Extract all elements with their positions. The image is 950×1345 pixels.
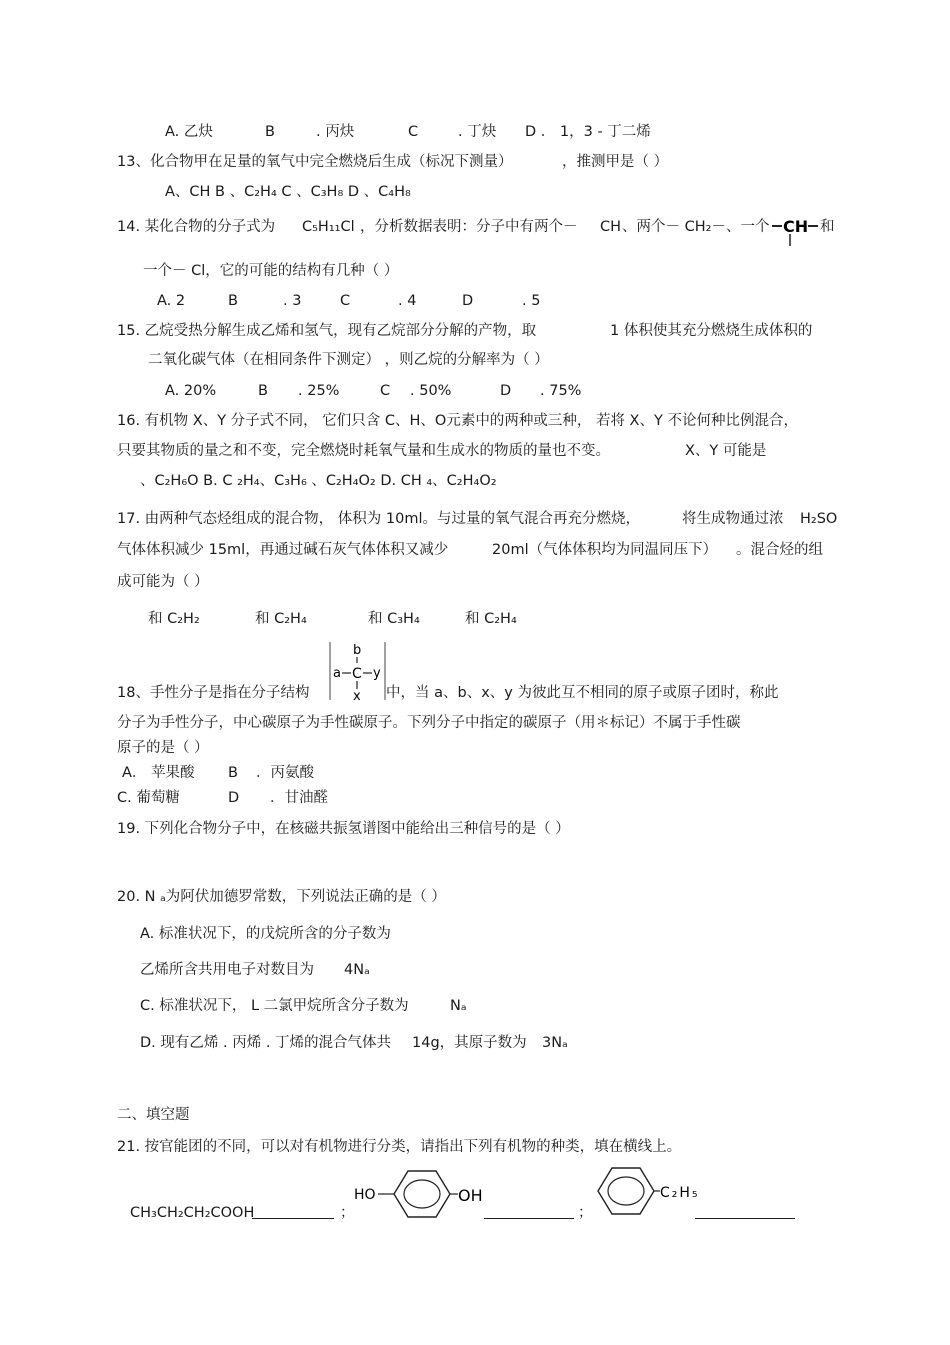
q15-option-b-value: . 25%	[298, 383, 340, 399]
q17-line1-a: 17. 由两种气态烃组成的混合物， 体积为 10ml。与过量的氧气混合再充分燃烧，	[117, 511, 640, 527]
q20-option-c-b: Nₐ	[450, 998, 467, 1014]
q16-line2-a: 只要其物质的量之和不变，完全燃烧时耗氧气量和生成水的物质的量也不变。	[117, 443, 610, 459]
q15-line1-b: 1 体积使其充分燃烧生成体积的	[610, 323, 813, 339]
aromatic-circle	[608, 1177, 644, 1205]
benzene-ring	[394, 1171, 450, 1217]
q12-option-b-value: . 丙炔	[316, 124, 355, 140]
q18-line3: 原子的是（ ）	[117, 740, 209, 756]
q17-line2-c: 。混合烃的组	[736, 542, 823, 558]
q18-line1-a: 18、手性分子是指在分子结构	[117, 685, 310, 701]
q21-sep-1: ；	[340, 1205, 355, 1221]
q12-option-b: B	[265, 124, 275, 140]
q14-stem-b: ，分析数据表明：分子中有两个－	[360, 219, 578, 235]
q20-option-b-b: 4Nₐ	[344, 962, 370, 978]
q17-line1-c: H₂SO	[800, 511, 838, 527]
substituent-y: y	[373, 666, 381, 681]
q18-line1-b: 中，当 a、b、x、y 为彼此互不相同的原子或原子团时，称此	[386, 685, 779, 701]
q14-option-b: B	[228, 293, 238, 309]
q14-option-b-value: . 3	[283, 293, 302, 309]
substituent-x: x	[353, 689, 361, 702]
q18-option-d: D	[228, 790, 240, 806]
q16-line2-b: X、Y 可能是	[685, 443, 767, 459]
hydroquinone-structure	[352, 1165, 492, 1227]
q12-option-c-value: . 丁炔	[458, 124, 497, 140]
q18-option-b-value: ．丙氨酸	[256, 765, 314, 781]
q14-stem-a: 14. 某化合物的分子式为	[117, 219, 276, 235]
q14-stem-d: 和	[820, 219, 835, 235]
q20-stem: 20. N ₐ为阿伏加德罗常数，下列说法正确的是（ ）	[117, 889, 446, 905]
blank-line	[252, 1204, 334, 1219]
q18-option-c: C. 葡萄糖	[117, 790, 180, 806]
q20-option-b-a: 乙烯所含共用电子对数目为	[140, 962, 314, 978]
blank-line	[484, 1204, 574, 1219]
q19-stem: 19. 下列化合物分子中，在核磁共振氢谱图中能给出三种信号的是（ ）	[117, 821, 570, 837]
substituent-b: b	[353, 643, 362, 658]
q17-option-1: 和 C₂H₂	[148, 611, 200, 627]
q15-option-c: C	[380, 383, 391, 399]
q21-answer-blank-3[interactable]	[695, 1204, 795, 1222]
q17-line2-a: 气体体积减少 15ml，再通过碱石灰气体体积又减少	[117, 542, 449, 558]
q15-line2: 二氧化碳气体（在相同条件下测定） ，则乙烷的分解率为（ ）	[148, 352, 549, 368]
q12-option-c: C	[408, 124, 419, 140]
q18-option-d-value: ．甘油醛	[270, 790, 328, 806]
ho-group: HO	[354, 1187, 376, 1203]
q12-option-a: A. 乙炔	[165, 124, 213, 140]
q14-line2: 一个－ Cl，它的可能的结构有几种（ ）	[143, 263, 399, 279]
q18-option-a: A． 苹果酸	[122, 765, 195, 781]
q17-option-2: 和 C₂H₄	[255, 611, 307, 627]
q14-option-d: D	[462, 293, 474, 309]
q14-option-c-value: . 4	[398, 293, 417, 309]
q15-option-b: B	[258, 383, 268, 399]
q20-option-c-a: C. 标准状况下， L 二氯甲烷所含分子数为	[140, 998, 409, 1014]
ch-bond-diagram	[772, 212, 820, 248]
q14-option-d-value: . 5	[522, 293, 541, 309]
ethyl-group: C₂H₅	[660, 1185, 699, 1201]
ch-group-structure	[772, 212, 820, 253]
q14-ch3: CH	[600, 219, 622, 235]
q21-answer-blank-2[interactable]	[484, 1204, 574, 1222]
chiral-structure	[329, 640, 387, 706]
q16-line3: 、C₂H₆O B. C ₂H₄、C₃H₆ 、C₂H₄O₂ D. CH ₄、C₂H₄O₂	[140, 473, 497, 489]
q20-option-a: A. 标准状况下，的戊烷所含的分子数为	[140, 926, 391, 942]
q20-option-d-c: 3Nₐ	[542, 1035, 568, 1051]
chiral-carbon-diagram	[329, 640, 387, 702]
q13-stem-tail: ，推测甲是（ ）	[562, 154, 669, 170]
q17-line2-b: 20ml（气体体积均为同温同压下）	[492, 542, 718, 558]
center-carbon: C	[352, 666, 362, 682]
q14-option-a: A. 2	[157, 293, 186, 309]
q13-options: A、CH B 、C₂H₄ C 、C₃H₈ D 、C₄H₈	[165, 184, 411, 200]
q21-compound-1: CH₃CH₂CH₂COOH	[130, 1205, 255, 1221]
ethylbenzene-diagram	[594, 1162, 699, 1220]
aromatic-circle	[404, 1180, 440, 1208]
ethylbenzene-structure	[594, 1162, 699, 1224]
oh-group: OH	[458, 1186, 483, 1205]
q21-sep-2: ；	[578, 1205, 593, 1221]
hydroquinone-diagram	[352, 1165, 492, 1223]
q15-line1-a: 15. 乙烷受热分解生成乙烯和氢气，现有乙烷部分分解的产物，取	[117, 323, 537, 339]
substituent-a: a	[333, 666, 341, 681]
q14-stem-c: 、两个－ CH₂－、一个	[622, 219, 770, 235]
q21-stem: 21. 按官能团的不同，可以对有机物进行分类，请指出下列有机物的种类，填在横线上。	[117, 1139, 682, 1155]
q15-option-d-value: . 75%	[540, 383, 582, 399]
q20-option-d-b: 14g，其原子数为	[412, 1035, 527, 1051]
q18-line2: 分子为手性分子，中心碳原子为手性碳原子。下列分子中指定的碳原子（用＊标记）不属于手性碳	[117, 715, 741, 731]
q14-option-c: C	[340, 293, 351, 309]
q16-line1: 16. 有机物 X、Y 分子式不同， 它们只含 C、H、O元素中的两种或三种， 若将 X、Y 不论何种比例混合，	[117, 413, 798, 429]
q13-stem: 13、化合物甲在足量的氧气中完全燃烧后生成（标况下测量）	[117, 154, 513, 170]
q14-formula: C₅H₁₁Cl	[302, 219, 355, 235]
ch-label: CH	[783, 217, 809, 236]
blank-line	[695, 1204, 795, 1219]
benzene-ring	[598, 1168, 654, 1214]
q21-answer-blank-1[interactable]	[252, 1204, 334, 1222]
q17-option-3: 和 C₃H₄	[368, 611, 420, 627]
q17-line3: 成可能为（ ）	[117, 574, 209, 590]
q15-option-c-value: . 50%	[410, 383, 452, 399]
q17-option-4: 和 C₂H₄	[465, 611, 517, 627]
q15-option-a: A. 20%	[165, 383, 217, 399]
q12-option-d: D ． 1，3 - 丁二烯	[525, 124, 651, 140]
q18-option-b: B	[228, 765, 238, 781]
q20-option-d-a: D. 现有乙烯 . 丙烯 . 丁烯的混合气体共	[140, 1035, 392, 1051]
section-title: 二、填空题	[117, 1107, 190, 1123]
q15-option-d: D	[500, 383, 512, 399]
q17-line1-b: 将生成物通过浓	[682, 511, 784, 527]
